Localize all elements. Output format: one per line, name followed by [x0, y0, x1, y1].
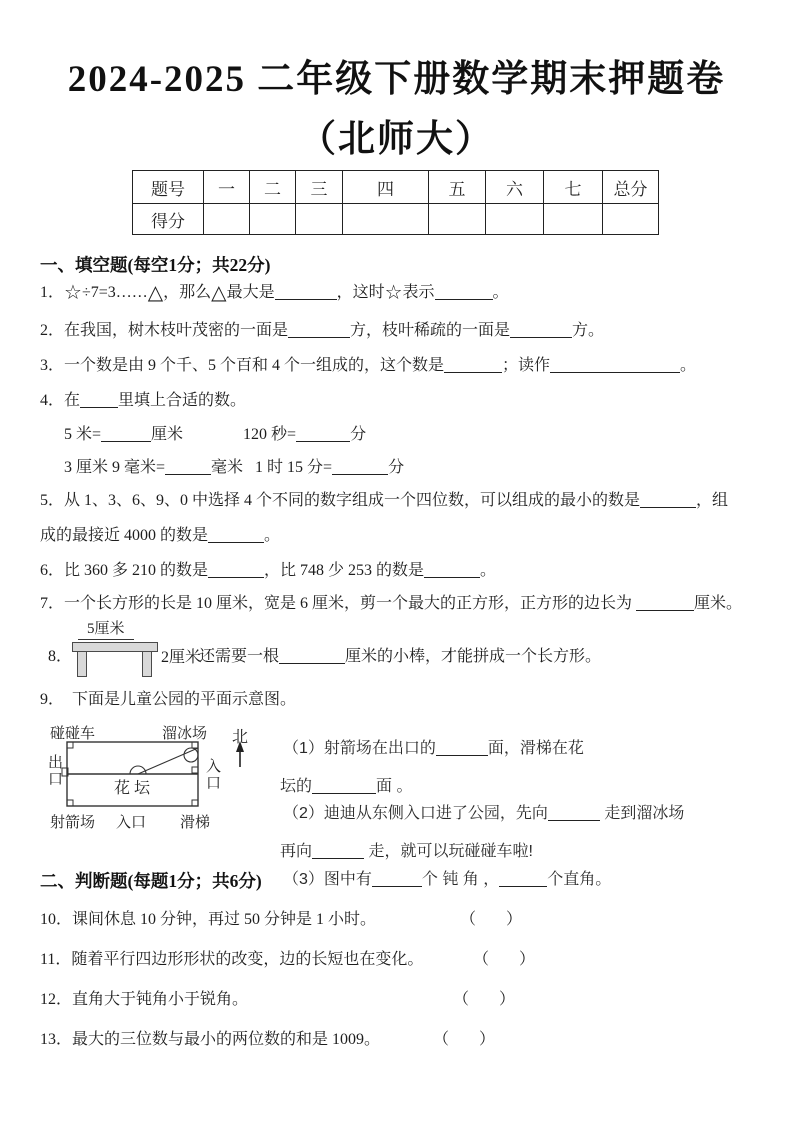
question-12: [40, 988, 755, 1012]
answer-blank[interactable]: [499, 870, 547, 887]
text-run: 5 米=: [64, 426, 102, 443]
answer-blank[interactable]: [424, 561, 480, 578]
question-8-text: [199, 645, 601, 669]
answer-blank[interactable]: [80, 391, 118, 408]
question-13: [40, 1028, 755, 1052]
text-run: ，组: [696, 492, 729, 509]
score-cell[interactable]: [486, 204, 544, 235]
answer-blank[interactable]: [435, 283, 493, 300]
right-angle-mark: [67, 800, 73, 806]
page-title-line2: （北师大）: [299, 119, 494, 160]
answer-blank[interactable]: [372, 870, 422, 887]
score-cell[interactable]: [296, 204, 343, 235]
question-9-item-3: [283, 866, 611, 889]
score-cell[interactable]: [343, 204, 429, 235]
text-run: （1）射箭场在出口的: [283, 740, 436, 757]
text-run: 厘米。: [694, 595, 743, 612]
question-9-item-1-line1: [283, 735, 584, 758]
text-run: 下面是儿童公园的平面示意图。: [72, 691, 297, 708]
text-run: 个直角。: [547, 871, 612, 888]
text-run: （2）迪迪从东侧入口进了公园，先向: [283, 805, 548, 822]
answer-blank[interactable]: [636, 594, 694, 611]
score-table-col-1: 一: [204, 171, 250, 204]
answer-blank[interactable]: [312, 842, 364, 859]
score-cell[interactable]: [429, 204, 486, 235]
answer-blank[interactable]: [332, 458, 388, 475]
text-run: （: [433, 1031, 450, 1048]
text-run: （: [453, 991, 470, 1008]
score-table-col-2: 二: [250, 171, 296, 204]
score-table-corner: 题号: [133, 171, 204, 204]
text-run: 120 秒=: [243, 426, 297, 443]
question-13-text: 13．最大的三位数与最小的两位数的和是 1009。: [40, 1031, 381, 1048]
text-run: 5．从 1、3、6、9、0 中选择 4 个不同的数字组成一个四位数，可以组成的最小的数是: [40, 492, 641, 509]
text-run: ；读作: [502, 357, 551, 374]
question-11-answer-paren[interactable]: [473, 948, 535, 972]
text-run: 再向: [280, 843, 313, 860]
text-run: 厘米的小棒，才能拼成一个长方形。: [345, 648, 602, 665]
text-run: ，比 748 少 253 的数是: [264, 562, 425, 579]
answer-blank[interactable]: [279, 647, 345, 664]
text-run: 个 钝 角 ，: [421, 871, 500, 888]
question-3: [40, 354, 696, 378]
map-label-exit: 出口: [46, 754, 62, 788]
map-label-entrance-east: 入口: [204, 758, 220, 792]
score-cell[interactable]: [250, 204, 296, 235]
text-run: 。: [264, 527, 281, 544]
text-run: 7．一个长方形的长是 10 厘米，宽是 6 厘米，剪一个最大的正方形，正方形的边长为: [40, 595, 637, 612]
text-run: 走到溜冰场: [599, 805, 685, 822]
answer-blank[interactable]: [550, 356, 680, 373]
triangle-symbol: △: [211, 280, 227, 304]
text-run: 1．: [40, 284, 65, 301]
entrance-gate-mark: [192, 767, 198, 773]
text-run: 1 时 15 分=: [255, 459, 333, 476]
question-1: [40, 281, 509, 305]
answer-blank[interactable]: [640, 491, 696, 508]
section-1-heading: 一、填空题(每空1分；共22分): [40, 255, 271, 275]
spacer: [489, 963, 519, 964]
answer-blank[interactable]: [296, 425, 350, 442]
answer-blank[interactable]: [436, 739, 488, 756]
star-symbol: ☆: [384, 280, 403, 304]
text-run: 6．比 360 多 210 的数是: [40, 562, 209, 579]
bench-right-leg: [142, 651, 152, 677]
text-run: 坛的: [280, 778, 313, 795]
text-run: 里填上合适的数。: [118, 392, 247, 409]
text-run: 面 。: [376, 778, 413, 795]
text-run: 。: [492, 284, 509, 301]
text-run: 成的最接近 4000 的数是: [40, 527, 209, 544]
star-symbol: ☆: [64, 280, 82, 304]
park-map-figure: [40, 712, 290, 862]
question-11-text: 11．随着平行四边形形状的改变，边的长短也在变化。: [40, 951, 424, 968]
spacer: [64, 703, 72, 704]
map-label-flower-bed: 花 坛: [114, 780, 151, 797]
text-run: ）: [506, 911, 523, 928]
map-label-bumper-cars: 碰碰车: [50, 726, 96, 742]
question-13-answer-paren[interactable]: [433, 1028, 495, 1052]
map-label-skating-rink: 溜冰场: [162, 726, 208, 742]
text-run: ，这时: [336, 284, 385, 301]
text-run: 厘米: [151, 426, 184, 443]
text-run: 9．: [40, 691, 65, 708]
text-run: 还需要一根: [199, 648, 280, 665]
text-run: （: [473, 951, 490, 968]
text-run: 毫米: [211, 459, 244, 476]
question-7: [40, 592, 742, 616]
question-2: [40, 319, 604, 343]
score-cell[interactable]: [544, 204, 603, 235]
score-table-col-5: 五: [429, 171, 486, 204]
text-run: ）: [499, 991, 516, 1008]
obtuse-angle-arc: [130, 766, 146, 774]
text-run: 。: [680, 357, 697, 374]
answer-blank[interactable]: [208, 526, 264, 543]
page-title-line1: 2024-2025 二年级下册数学期末押题卷: [67, 59, 726, 100]
question-4-sub-b: [64, 456, 404, 480]
text-run: 2．在我国，树木枝叶茂密的一面是: [40, 322, 289, 339]
text-run: 4．在: [40, 392, 81, 409]
score-table-col-6: 六: [486, 171, 544, 204]
section-2-heading: 二、判断题(每题1分；共6分): [40, 871, 262, 891]
right-angle-mark: [192, 800, 198, 806]
spacer: [476, 923, 506, 924]
score-table-col-7: 七: [544, 171, 603, 204]
score-table: [132, 170, 659, 235]
text-run: 分: [350, 426, 367, 443]
diagonal-path-line: [138, 748, 198, 774]
text-run: 方，枝叶稀疏的一面是: [350, 322, 511, 339]
score-cell-total[interactable]: [603, 204, 659, 235]
question-5-line1: [40, 489, 728, 513]
answer-blank[interactable]: [548, 804, 600, 821]
question-12-text: 12．直角大于钝角小于锐角。: [40, 991, 249, 1008]
question-10-answer-paren[interactable]: [460, 908, 522, 932]
answer-blank[interactable]: [208, 561, 264, 578]
question-5-line2: [40, 524, 280, 548]
text-run: 。: [480, 562, 497, 579]
score-table-col-total: 总分: [603, 171, 659, 204]
text-run: 3．一个数是由 9 个千、5 个百和 4 个一组成的，这个数是: [40, 357, 445, 374]
answer-blank[interactable]: [510, 321, 572, 338]
spacer: [183, 438, 243, 439]
question-4-sub-a: [64, 423, 366, 447]
question-10: [40, 908, 755, 932]
score-table-col-3: 三: [296, 171, 343, 204]
question-12-answer-paren[interactable]: [453, 988, 515, 1012]
text-run: （3）图中有: [283, 871, 372, 888]
answer-blank[interactable]: [275, 283, 337, 300]
answer-blank[interactable]: [444, 356, 502, 373]
triangle-symbol: △: [147, 280, 164, 304]
question-4: [40, 389, 246, 413]
text-run: ，那么: [163, 284, 212, 301]
bench-top-length-label: 5厘米: [78, 617, 134, 640]
text-run: 最大是: [226, 284, 275, 301]
score-table-col-4: 四: [343, 171, 429, 204]
question-9-item-1-line2: [280, 773, 412, 796]
question-8-number: 8．: [48, 648, 73, 665]
answer-blank[interactable]: [165, 458, 211, 475]
text-run: （: [460, 911, 477, 928]
text-run: 表示: [402, 284, 435, 301]
question-6: [40, 559, 496, 583]
map-label-entrance-south: 入口: [116, 815, 147, 831]
text-run: ÷7=3……: [81, 284, 148, 301]
spacer: [243, 471, 255, 472]
answer-blank[interactable]: [312, 777, 376, 794]
question-8: [40, 617, 755, 681]
right-edge-angle-arc: [184, 748, 198, 762]
question-9: [40, 688, 296, 712]
map-label-archery: 射箭场: [50, 815, 96, 831]
spacer: [449, 1043, 479, 1044]
question-11: [40, 948, 755, 972]
spacer: [469, 1003, 499, 1004]
answer-blank[interactable]: [288, 321, 350, 338]
text-run: 走，就可以玩碰碰车啦!: [364, 843, 533, 860]
text-run: 方。: [572, 322, 605, 339]
bench-side-length-label: 2厘米: [161, 649, 202, 666]
text-run: ）: [479, 1031, 496, 1048]
score-cell[interactable]: [204, 204, 250, 235]
bench-left-leg: [77, 651, 87, 677]
answer-blank[interactable]: [101, 425, 151, 442]
text-run: 3 厘米 9 毫米=: [64, 459, 166, 476]
question-9-item-2-line1: [283, 800, 684, 823]
text-run: 分: [388, 459, 405, 476]
text-run: ）: [519, 951, 536, 968]
question-10-text: 10．课间休息 10 分钟，再过 50 分钟是 1 小时。: [40, 911, 377, 928]
map-label-north: 北: [232, 729, 249, 746]
map-label-slide: 滑梯: [180, 815, 211, 831]
score-row-label: 得分: [133, 204, 204, 235]
text-run: 面，滑梯在花: [487, 740, 584, 757]
question-9-item-2-line2: [280, 838, 533, 861]
